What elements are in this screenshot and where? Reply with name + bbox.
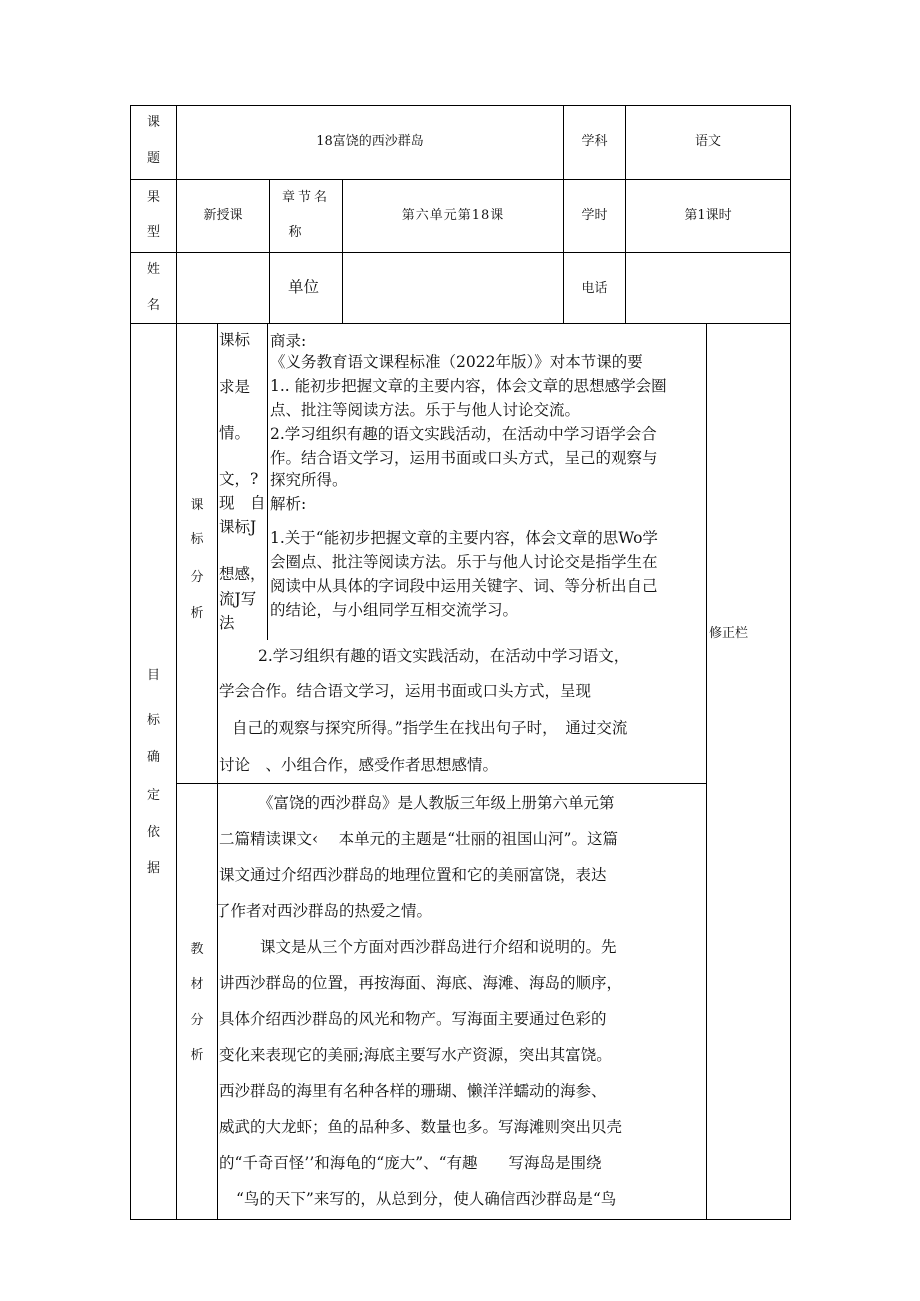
rule-right — [790, 105, 791, 1220]
target-label-char: 确 — [146, 750, 160, 765]
type-label-2: 型 — [146, 225, 160, 240]
text-line: 变化来表现它的美丽;海底主要写水产资源，突出其富饶。 — [219, 1046, 612, 1064]
chapter-label-1: 章节名 — [281, 190, 330, 205]
textbook-label-char: 材 — [190, 977, 204, 992]
text-line: 课文是从三个方面对西沙群岛进行介绍和说明的。先 — [260, 938, 617, 956]
target-label-char: 依 — [146, 825, 160, 840]
text-line: 自己的观察与探究所得。”指学生在找出句子时， 通过交流 — [232, 719, 628, 737]
course-title: 18富饶的西沙群岛 — [316, 134, 424, 149]
text-line: 作。结合语文学习，运用书面或口头方式，呈己的观察与 — [270, 449, 658, 467]
text-line: 的“千奇百怪’’和海龟的“庞大”、“有趣 写海岛是围绕 — [219, 1154, 602, 1172]
side-line: 求是 — [219, 378, 251, 396]
rule-row3 — [130, 323, 791, 324]
curriculum-label-char: 标 — [190, 532, 204, 547]
rule-col-chapter — [342, 179, 343, 324]
course-label-2: 题 — [146, 151, 160, 166]
textbook-label-char: 析 — [190, 1048, 204, 1063]
text-line: 商录: — [270, 332, 307, 350]
rule-col-revision — [706, 323, 707, 1220]
target-label-char: 目 — [146, 668, 160, 683]
textbook-label-char: 分 — [190, 1013, 204, 1028]
subject-label: 学科 — [581, 134, 608, 149]
side-line: 文，? — [219, 470, 259, 488]
text-line: 探究所得。 — [270, 471, 348, 489]
side-line: 想感， — [219, 565, 266, 583]
curriculum-label-char: 分 — [190, 570, 204, 585]
text-line: 阅读中从具体的字词段中运用关键字、词、等分析出自己 — [270, 577, 658, 595]
side-line: 流J写 — [219, 590, 257, 608]
target-label-char: 据 — [146, 861, 160, 876]
rule-top — [130, 105, 791, 106]
type-label-1: 果 — [146, 190, 160, 205]
side-line: 现 自 — [219, 494, 266, 512]
text-line: 讨论 、小组合作，感受作者思想感情。 — [219, 756, 499, 774]
period-value: 第1课时 — [684, 208, 732, 223]
revision-label: 修正栏 — [709, 626, 749, 641]
subject-value: 语文 — [694, 134, 721, 149]
text-line: 1.. 能初步把握文章的主要内容，体会文章的思想感学会圈 — [270, 377, 667, 395]
target-label-char: 定 — [146, 788, 160, 803]
text-line: 具体介绍西沙群岛的风光和物产。写海面主要通过色彩的 — [219, 1010, 607, 1028]
rule-col-sublabel — [217, 323, 218, 1220]
unit-label: 单位 — [288, 278, 320, 296]
text-line: 学会合作。结合语文学习，运用书面或口头方式，呈现 — [219, 682, 592, 700]
period-label: 学时 — [581, 208, 608, 223]
text-line: 的结论，与小组同学互相交流学习。 — [270, 601, 519, 619]
text-line: 西沙群岛的海里有名种各样的珊瑚、懒洋洋蠕动的海参、 — [219, 1082, 607, 1100]
rule-row1 — [130, 179, 791, 180]
text-line: “鸟的天下”来写的，从总到分，使人确信西沙群岛是“鸟 — [236, 1190, 617, 1208]
text-line: 《义务教育语文课程标准（2022年版）》对本节课的要 — [270, 353, 643, 371]
text-line: 会圈点、批注等阅读方法。乐于与他人讨论交是指学生在 — [270, 553, 658, 571]
text-line: 二篇精读课文‹ 本单元的主题是“壮丽的祖国山河”。这篇 — [219, 830, 618, 848]
text-line: 威武的大龙虾；鱼的品种多、数量也多。写海滩则突出贝壳 — [219, 1118, 623, 1136]
name-label-1: 姓 — [146, 262, 160, 277]
text-line: 点、批注等阅读方法。乐于与他人讨论交流。 — [270, 401, 581, 419]
text-line: 2.学习组织有趣的语文实践活动，在活动中学习语文， — [258, 647, 630, 665]
text-line: 解析: — [270, 495, 307, 513]
text-line: 1.关于“能初步把握文章的主要内容，体会文章的思Wo学 — [270, 529, 658, 547]
text-line: 《富饶的西沙群岛》是人教版三年级上册第六单元第 — [258, 794, 615, 812]
name-label-2: 名 — [146, 298, 160, 313]
curriculum-label-char: 析 — [190, 606, 204, 621]
text-line: 2.学习组织有趣的语文实践活动，在活动中学习语学会合 — [270, 425, 657, 443]
side-line: 情。 — [219, 424, 251, 442]
course-label-1: 课 — [146, 115, 160, 130]
side-line: 法 — [219, 614, 235, 632]
textbook-label-char: 教 — [190, 942, 204, 957]
text-line: 讲西沙群岛的位置，再按海面、海底、海滩、海岛的顺序， — [219, 974, 623, 992]
rule-bottom — [130, 1219, 791, 1220]
rule-row2 — [130, 252, 791, 253]
chapter-value: 第六单元第18课 — [401, 208, 505, 223]
side-line: 课标 — [219, 331, 251, 349]
target-label-char: 标 — [146, 713, 160, 728]
text-line: 课文通过介绍西沙群岛的地理位置和它的美丽富饶，表达 — [219, 866, 607, 884]
rule-col-inner-side — [267, 323, 268, 640]
type-value: 新授课 — [203, 208, 243, 223]
chapter-label-2: 称 — [288, 225, 302, 240]
rule-section-split — [176, 783, 707, 784]
side-line: 课标J — [219, 518, 257, 536]
curriculum-label-char: 课 — [190, 498, 204, 513]
phone-label: 电话 — [581, 281, 608, 296]
text-line: 了作者对西沙群岛的热爱之情。 — [215, 902, 433, 920]
